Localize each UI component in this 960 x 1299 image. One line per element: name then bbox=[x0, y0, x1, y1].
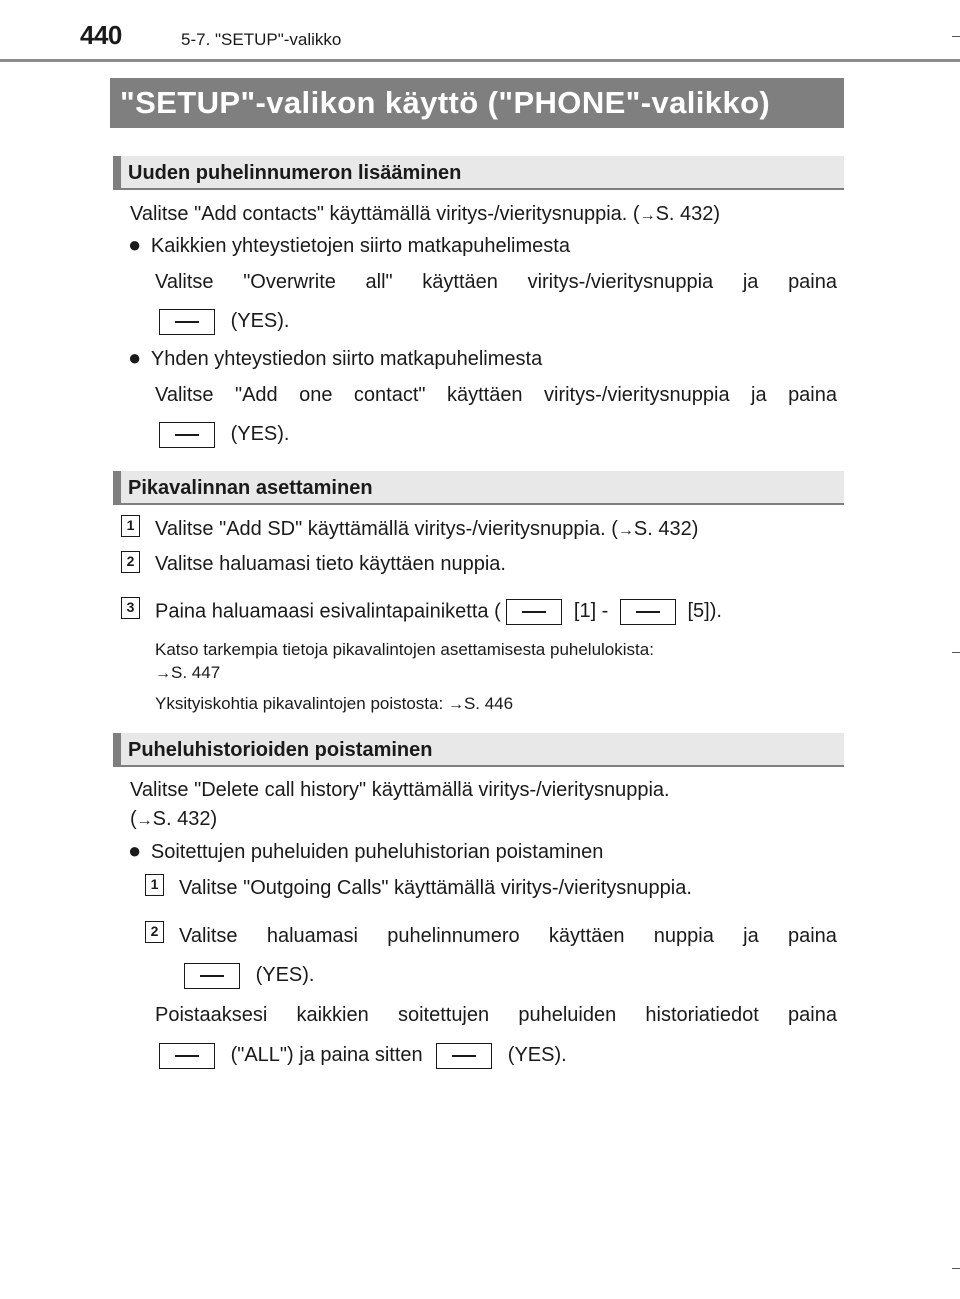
step-number-1: 1 bbox=[145, 874, 164, 896]
chapter-title: 5-7. "SETUP"-valikko bbox=[181, 30, 342, 49]
button-key-icon bbox=[184, 963, 240, 989]
yes-line-1: (YES). bbox=[159, 309, 289, 335]
bullet-transfer-one: ● Yhden yhteystiedon siirto matkapuhelimesta bbox=[128, 345, 543, 370]
button-key-icon bbox=[159, 1043, 215, 1069]
button-key-icon bbox=[436, 1043, 492, 1069]
arrow-icon: → bbox=[447, 696, 464, 713]
page-number: 440 bbox=[80, 20, 122, 50]
step-number-2: 2 bbox=[145, 921, 164, 943]
note-delete-speed-dial: Yksityiskohtia pikavalintojen poistosta: →S. 446 bbox=[155, 694, 514, 713]
yes-line-3: (YES). bbox=[184, 963, 314, 989]
section-heading-add-number: Uuden puhelinnumeron lisääminen bbox=[113, 156, 844, 190]
button-key-icon bbox=[159, 422, 215, 448]
add-one-contact-instruction: Valitse "Add one contact" käyttäen viritys-/vieritysnuppia ja paina bbox=[155, 384, 837, 406]
crop-mark bbox=[952, 36, 960, 37]
arrow-icon: → bbox=[617, 522, 634, 539]
select-item-instruction: Valitse haluamasi tieto käyttäen nuppia. bbox=[155, 553, 506, 575]
bullet-transfer-all: ● Kaikkien yhteystietojen siirto matkapuhelimesta bbox=[128, 232, 570, 257]
add-sd-instruction: Valitse "Add SD" käyttämällä viritys-/vieritysnuppia. (→S. 432) bbox=[155, 518, 699, 540]
outgoing-calls-instruction: Valitse "Outgoing Calls" käyttämällä viritys-/vieritysnuppia. bbox=[179, 877, 692, 899]
button-key-icon bbox=[159, 309, 215, 335]
note-call-log: Katso tarkempia tietoja pikavalintojen asettamisesta puhelulokista: bbox=[155, 640, 654, 659]
arrow-icon: → bbox=[136, 812, 153, 829]
preset-button-instruction: Paina haluamaasi esivalintapainiketta ( [1] - [5]). bbox=[155, 599, 722, 625]
all-yes-line: ("ALL") ja paina sitten (YES). bbox=[159, 1043, 567, 1069]
step-number-3: 3 bbox=[121, 597, 140, 619]
section-heading-call-history: Puheluhistorioiden poistaminen bbox=[113, 733, 844, 767]
button-key-icon bbox=[620, 599, 676, 625]
bullet-icon: ● bbox=[128, 232, 142, 257]
header-rule bbox=[0, 59, 960, 62]
select-number-instruction: Valitse haluamasi puhelinnumero käyttäen nuppia ja paina bbox=[179, 925, 837, 947]
crop-mark bbox=[952, 1268, 960, 1269]
step-number-2: 2 bbox=[121, 551, 140, 573]
delete-all-instruction: Poistaaksesi kaikkien soitettujen puheluiden historiatiedot paina bbox=[155, 1004, 837, 1026]
delete-history-ref: (→S. 432) bbox=[130, 808, 218, 830]
step-number-1: 1 bbox=[121, 515, 140, 537]
arrow-icon: → bbox=[155, 665, 171, 682]
crop-mark bbox=[952, 652, 960, 653]
yes-line-2: (YES). bbox=[159, 422, 289, 448]
overwrite-all-instruction: Valitse "Overwrite all" käyttäen viritys-/vieritysnuppia ja paina bbox=[155, 271, 837, 293]
bullet-icon: ● bbox=[128, 838, 142, 863]
add-contacts-instruction: Valitse "Add contacts" käyttämällä viritys-/vieritysnuppia. (→S. 432) bbox=[130, 203, 721, 225]
delete-history-instruction: Valitse "Delete call history" käyttämällä viritys-/vieritysnuppia. bbox=[130, 779, 670, 801]
bullet-icon: ● bbox=[128, 345, 142, 370]
note-call-log-ref: →S. 447 bbox=[155, 663, 221, 682]
button-key-icon bbox=[506, 599, 562, 625]
page-title: "SETUP"-valikon käyttö ("PHONE"-valikko) bbox=[110, 78, 844, 128]
arrow-icon: → bbox=[639, 207, 656, 224]
section-heading-speed-dial: Pikavalinnan asettaminen bbox=[113, 471, 844, 505]
bullet-outgoing-history: ● Soitettujen puheluiden puheluhistorian poistaminen bbox=[128, 838, 604, 863]
